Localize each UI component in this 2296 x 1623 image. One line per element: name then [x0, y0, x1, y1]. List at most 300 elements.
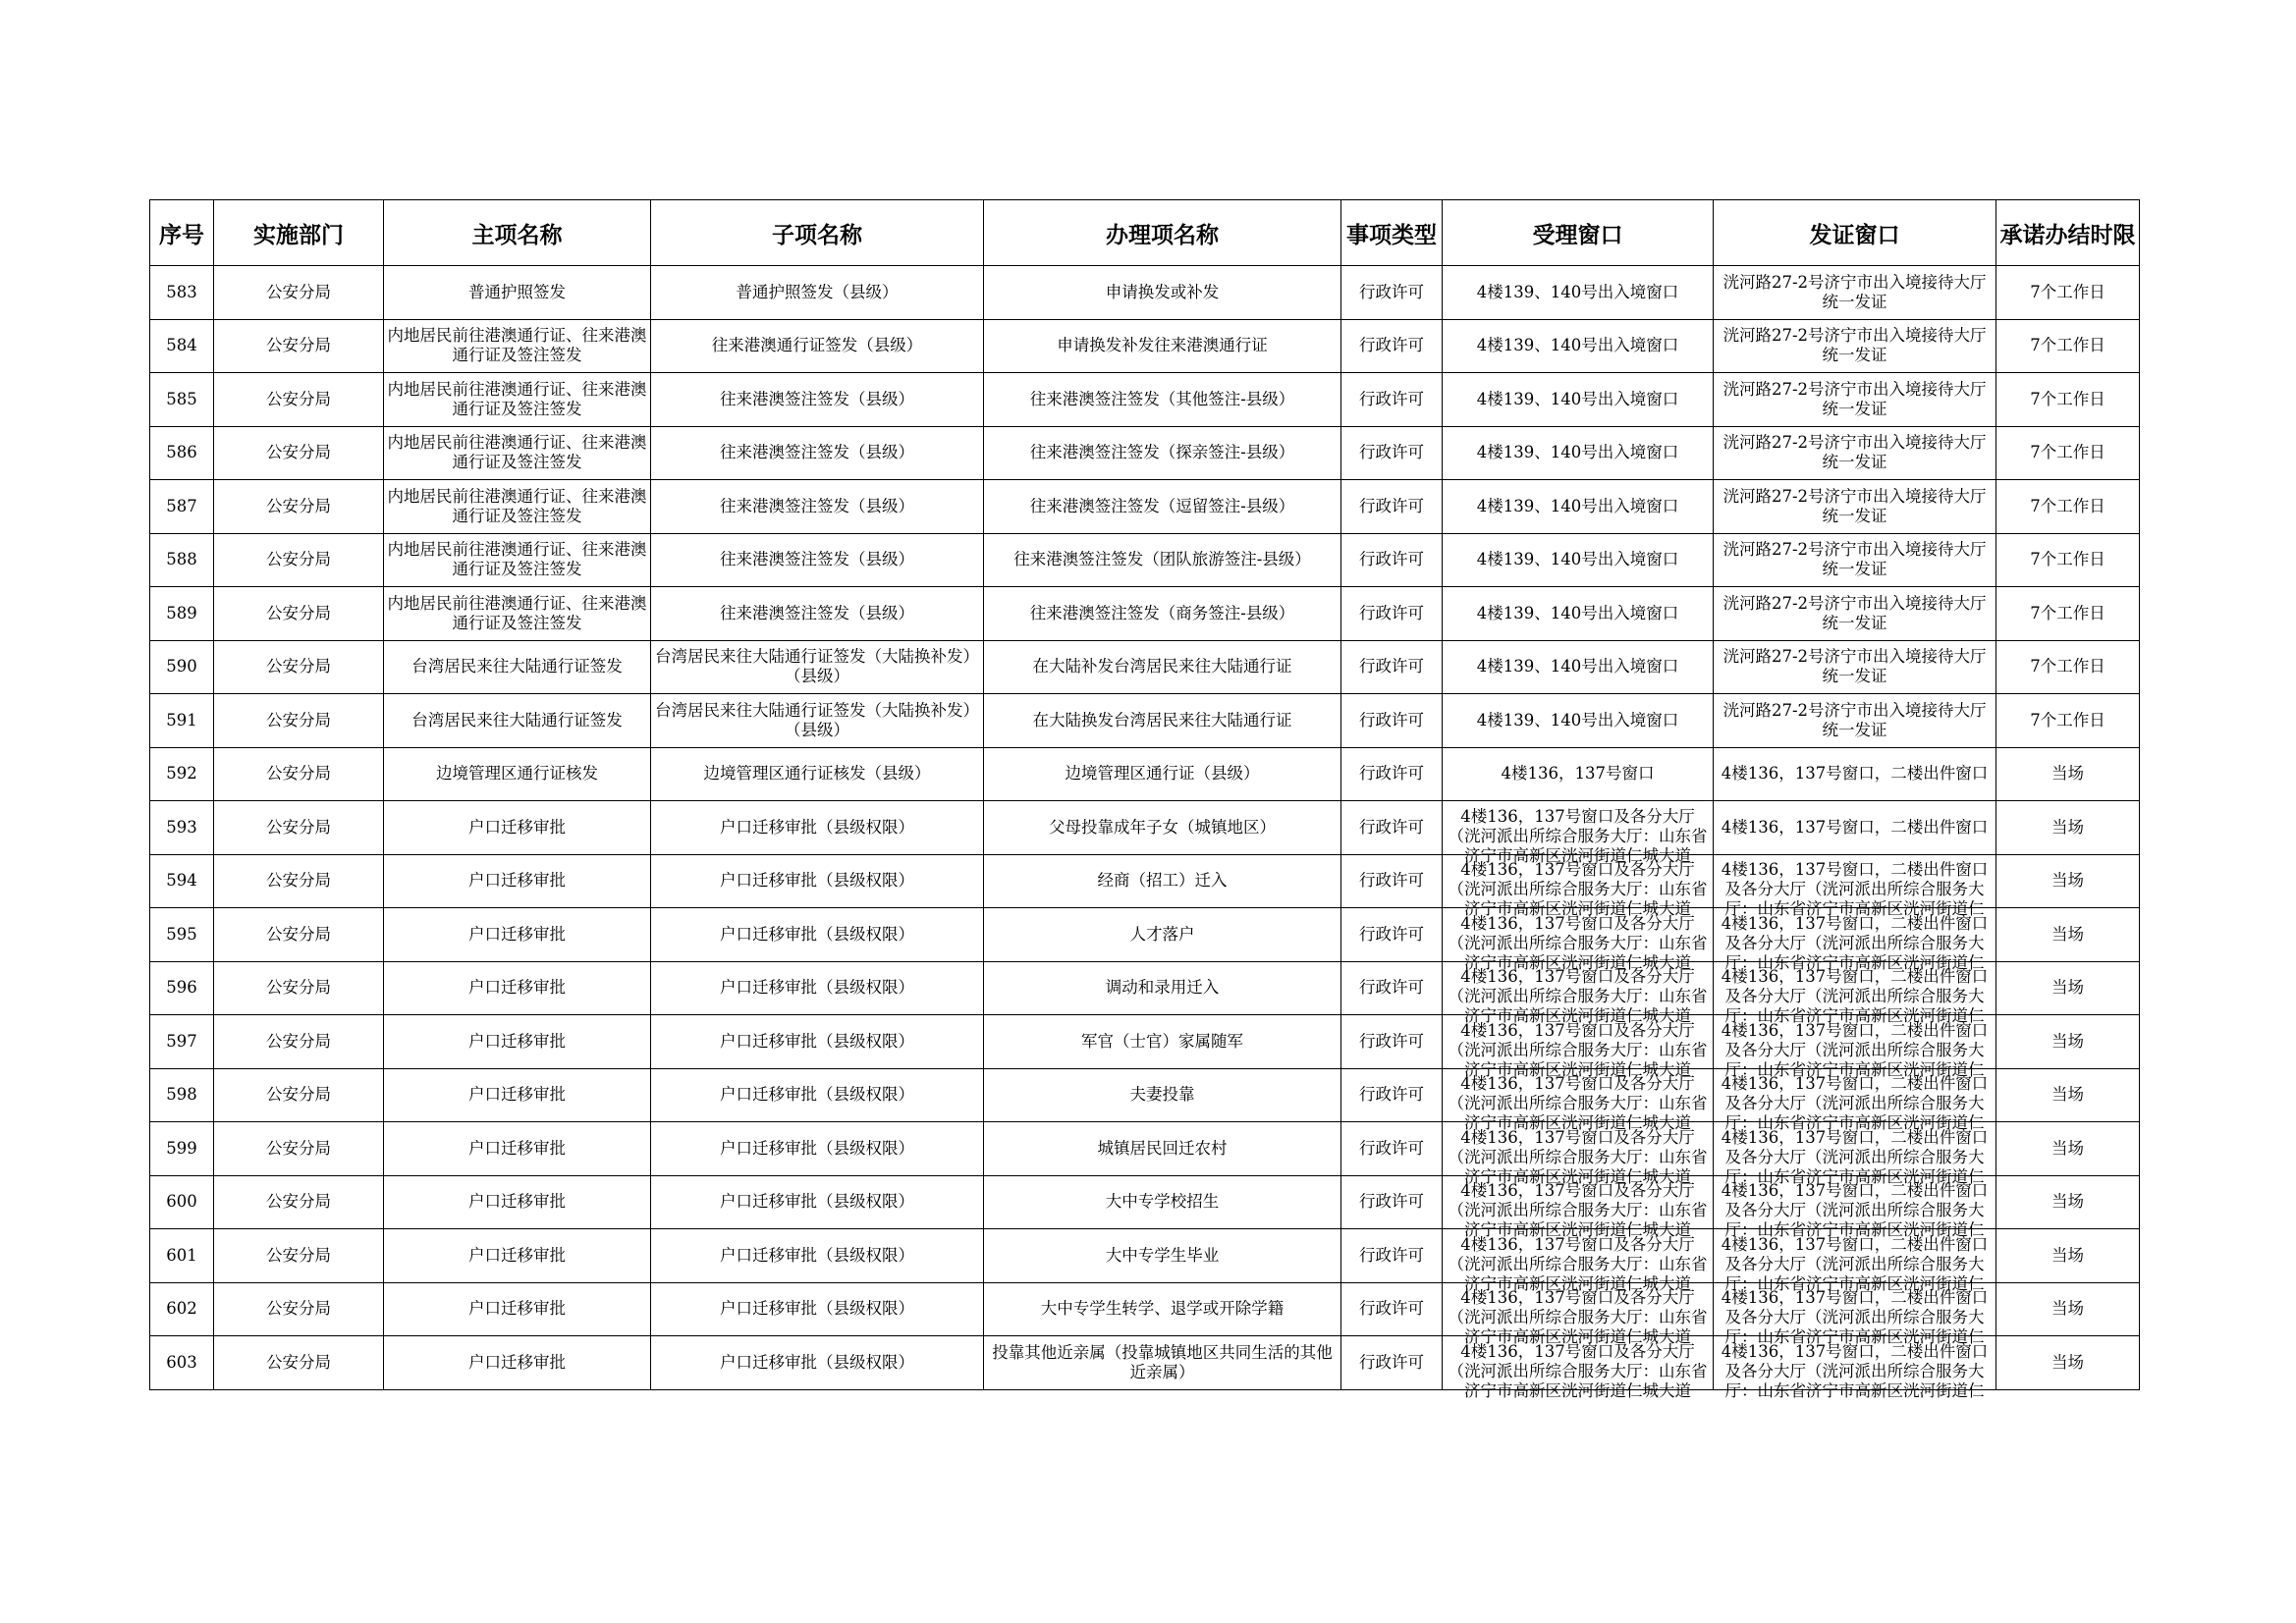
cell-accept-window-text: 4楼139、140号出入境窗口 [1476, 657, 1679, 676]
cell-item-type [1341, 1229, 1443, 1283]
cell-time-limit [1996, 1229, 2140, 1283]
cell-sub-item [651, 319, 984, 373]
cell-index-text: 587 [166, 496, 197, 515]
cell-time-limit [1996, 747, 2140, 801]
cell-sub-item [651, 694, 984, 748]
cell-handling-item-text: 经商（招工）迁入 [1097, 871, 1228, 891]
cell-sub-item-text: 往来港澳签注签发（县级） [720, 550, 914, 569]
table-row [150, 1282, 2140, 1336]
cell-item-type [1341, 908, 1443, 962]
cell-index [150, 587, 214, 641]
cell-index [150, 533, 214, 587]
cell-accept-window [1443, 801, 1714, 865]
cell-main-item-text: 户口迁移审批 [468, 1352, 566, 1372]
cell-time-limit [1996, 961, 2140, 1015]
cell-handling-item [984, 694, 1341, 748]
cell-item-type-text: 行政许可 [1359, 389, 1424, 408]
cell-time-limit-text: 7个工作日 [2030, 336, 2105, 355]
cell-sub-item-text: 往来港澳签注签发（县级） [720, 603, 914, 622]
cell-time-limit [1996, 373, 2140, 427]
cell-accept-window-text: 4楼139、140号出入境窗口 [1476, 443, 1679, 462]
cell-sub-item-text: 户口迁移审批（县级权限） [720, 924, 914, 944]
cell-department-text: 公安分局 [266, 496, 331, 515]
cell-department [214, 373, 384, 427]
cell-issue-window-text: 4楼136，137号窗口，二楼出件窗口及各分大厅（洸河派出所综合服务大厅：山东省济宁市高新区洸河街道仁 [1721, 1181, 1989, 1240]
cell-index-text: 599 [166, 1138, 197, 1158]
cell-accept-window-text: 4楼136，137号窗口及各分大厅（洸河派出所综合服务大厅：山东省济宁市高新区洸河街道仁城大道 [1448, 860, 1708, 919]
cell-accept-window-text: 4楼139、140号出入境窗口 [1476, 336, 1679, 355]
cell-accept-window-text: 4楼139、140号出入境窗口 [1476, 282, 1679, 301]
cell-department [214, 480, 384, 534]
cell-department-text: 公安分局 [266, 978, 331, 998]
cell-handling-item-text: 在大陆补发台湾居民来往大陆通行证 [1032, 657, 1292, 676]
cell-item-type [1341, 1068, 1443, 1122]
table-row [150, 1175, 2140, 1229]
table-row [150, 319, 2140, 373]
cell-time-limit-text: 当场 [2051, 1299, 2084, 1319]
cell-handling-item [984, 1122, 1341, 1176]
table-row [150, 1229, 2140, 1283]
cell-handling-item-text: 大中专学生毕业 [1105, 1245, 1220, 1265]
cell-time-limit-text: 当场 [2051, 1192, 2084, 1212]
cell-sub-item [651, 373, 984, 427]
cell-department [214, 1122, 384, 1176]
cell-item-type-text: 行政许可 [1359, 978, 1424, 998]
cell-handling-item [984, 640, 1341, 694]
cell-item-type-text: 行政许可 [1359, 924, 1424, 944]
cell-accept-window [1443, 694, 1714, 748]
cell-time-limit [1996, 319, 2140, 373]
cell-accept-window-text: 4楼139、140号出入境窗口 [1476, 550, 1679, 569]
cell-handling-item [984, 426, 1341, 480]
cell-department [214, 266, 384, 320]
cell-issue-window-text: 4楼136，137号窗口，二楼出件窗口及各分大厅（洸河派出所综合服务大厅：山东省济宁市高新区洸河街道仁 [1721, 1127, 1989, 1186]
cell-time-limit [1996, 1282, 2140, 1336]
cell-main-item-text: 户口迁移审批 [468, 978, 566, 998]
cell-accept-window [1443, 961, 1714, 1026]
cell-index-text: 593 [166, 817, 197, 837]
cell-index [150, 426, 214, 480]
cell-sub-item [651, 1336, 984, 1390]
cell-accept-window [1443, 1282, 1714, 1347]
service-items-table [149, 199, 2140, 1400]
cell-accept-window-text: 4楼136，137号窗口及各分大厅（洸河派出所综合服务大厅：山东省济宁市高新区洸河街道仁城大道 [1448, 806, 1708, 865]
cell-main-item [384, 1175, 651, 1229]
cell-item-type [1341, 1336, 1443, 1390]
cell-time-limit-text: 当场 [2051, 1138, 2084, 1158]
cell-index-text: 598 [166, 1085, 197, 1105]
cell-sub-item [651, 908, 984, 962]
cell-department [214, 747, 384, 801]
column-header-accept-window: 受理窗口 [1443, 200, 1714, 266]
cell-index [150, 1068, 214, 1122]
table-row [150, 801, 2140, 855]
cell-department-text: 公安分局 [266, 443, 331, 462]
cell-department-text: 公安分局 [266, 764, 331, 784]
cell-time-limit-text: 7个工作日 [2030, 443, 2105, 462]
cell-main-item-text: 户口迁移审批 [468, 1299, 566, 1319]
cell-issue-window [1714, 747, 1996, 801]
cell-issue-window [1714, 961, 1996, 1026]
cell-accept-window [1443, 854, 1714, 919]
cell-time-limit-text: 当场 [2051, 924, 2084, 944]
cell-handling-item [984, 1175, 1341, 1229]
cell-accept-window [1443, 373, 1714, 427]
cell-index [150, 801, 214, 855]
cell-issue-window [1714, 373, 1996, 427]
cell-department-text: 公安分局 [266, 1352, 331, 1372]
cell-issue-window-text: 洸河路27-2号济宁市出入境接待大厅统一发证 [1722, 486, 1987, 525]
cell-main-item [384, 319, 651, 373]
cell-main-item-text: 台湾居民来往大陆通行证签发 [411, 710, 623, 730]
column-header-item-type: 事项类型 [1341, 200, 1443, 266]
cell-issue-window-text: 4楼136，137号窗口，二楼出件窗口及各分大厅（洸河派出所综合服务大厅：山东省济宁市高新区洸河街道仁 [1721, 1341, 1989, 1400]
cell-sub-item [651, 266, 984, 320]
cell-department [214, 854, 384, 908]
cell-item-type [1341, 587, 1443, 641]
cell-handling-item-text: 边境管理区通行证（县级） [1065, 764, 1260, 784]
cell-item-type-text: 行政许可 [1359, 336, 1424, 355]
cell-issue-window-text: 洸河路27-2号济宁市出入境接待大厅统一发证 [1722, 379, 1987, 418]
cell-issue-window-text: 4楼136，137号窗口，二楼出件窗口及各分大厅（洸河派出所综合服务大厅：山东省济宁市高新区洸河街道仁 [1721, 860, 1989, 919]
cell-accept-window-text: 4楼136，137号窗口及各分大厅（洸河派出所综合服务大厅：山东省济宁市高新区洸河街道仁城大道 [1448, 1020, 1708, 1079]
cell-item-type [1341, 1282, 1443, 1336]
cell-sub-item-text: 户口迁移审批（县级权限） [720, 1031, 914, 1051]
cell-issue-window-text: 洸河路27-2号济宁市出入境接待大厅统一发证 [1722, 272, 1987, 311]
cell-time-limit-text: 当场 [2051, 764, 2084, 784]
cell-item-type-text: 行政许可 [1359, 1299, 1424, 1319]
cell-issue-window [1714, 266, 1996, 320]
cell-department [214, 319, 384, 373]
cell-issue-window [1714, 640, 1996, 694]
cell-main-item [384, 1229, 651, 1283]
cell-index [150, 1122, 214, 1176]
cell-item-type [1341, 1015, 1443, 1069]
cell-time-limit-text: 7个工作日 [2030, 657, 2105, 676]
cell-main-item-text: 边境管理区通行证核发 [436, 764, 598, 784]
cell-sub-item [651, 747, 984, 801]
cell-item-type [1341, 426, 1443, 480]
cell-accept-window [1443, 640, 1714, 694]
cell-sub-item-text: 往来港澳签注签发（县级） [720, 389, 914, 408]
cell-department [214, 1229, 384, 1283]
cell-accept-window [1443, 1229, 1714, 1293]
cell-item-type [1341, 640, 1443, 694]
cell-sub-item-text: 往来港澳通行证签发（县级） [711, 336, 923, 355]
cell-accept-window [1443, 1175, 1714, 1240]
cell-item-type [1341, 1175, 1443, 1229]
cell-handling-item-text: 调动和录用迁入 [1105, 978, 1220, 998]
cell-sub-item-text: 往来港澳签注签发（县级） [720, 496, 914, 515]
cell-main-item [384, 1282, 651, 1336]
cell-main-item-text: 内地居民前往港澳通行证、往来港澳通行证及签注签发 [387, 486, 647, 525]
cell-time-limit [1996, 640, 2140, 694]
cell-issue-window-text: 洸河路27-2号济宁市出入境接待大厅统一发证 [1722, 326, 1987, 365]
cell-accept-window-text: 4楼136，137号窗口 [1501, 764, 1655, 784]
cell-time-limit-text: 7个工作日 [2030, 550, 2105, 569]
cell-department [214, 1336, 384, 1390]
cell-handling-item [984, 587, 1341, 641]
cell-main-item [384, 1068, 651, 1122]
cell-time-limit [1996, 854, 2140, 908]
cell-department-text: 公安分局 [266, 336, 331, 355]
cell-index-text: 591 [166, 710, 197, 730]
cell-item-type [1341, 961, 1443, 1015]
cell-item-type [1341, 533, 1443, 587]
cell-accept-window [1443, 908, 1714, 972]
cell-main-item [384, 961, 651, 1015]
cell-accept-window [1443, 426, 1714, 480]
cell-time-limit-text: 7个工作日 [2030, 282, 2105, 301]
cell-item-type [1341, 266, 1443, 320]
cell-issue-window [1714, 1229, 1996, 1293]
cell-sub-item-text: 户口迁移审批（县级权限） [720, 1352, 914, 1372]
cell-item-type-text: 行政许可 [1359, 710, 1424, 730]
cell-department [214, 694, 384, 748]
cell-accept-window [1443, 1068, 1714, 1133]
cell-department-text: 公安分局 [266, 1245, 331, 1265]
cell-department [214, 426, 384, 480]
cell-department-text: 公安分局 [266, 1031, 331, 1051]
cell-issue-window-text: 4楼136，137号窗口，二楼出件窗口及各分大厅（洸河派出所综合服务大厅：山东省济宁市高新区洸河街道仁 [1721, 1074, 1989, 1133]
cell-sub-item-text: 户口迁移审批（县级权限） [720, 1192, 914, 1212]
cell-handling-item [984, 533, 1341, 587]
cell-time-limit-text: 7个工作日 [2030, 496, 2105, 515]
cell-main-item-text: 户口迁移审批 [468, 1138, 566, 1158]
cell-main-item-text: 户口迁移审批 [468, 1245, 566, 1265]
cell-accept-window-text: 4楼139、140号出入境窗口 [1476, 496, 1679, 515]
cell-main-item-text: 普通护照签发 [468, 282, 566, 301]
cell-main-item [384, 908, 651, 962]
cell-main-item-text: 户口迁移审批 [468, 1085, 566, 1105]
cell-time-limit [1996, 1068, 2140, 1122]
cell-sub-item [651, 640, 984, 694]
cell-main-item [384, 1336, 651, 1390]
cell-department [214, 801, 384, 855]
cell-department [214, 640, 384, 694]
cell-main-item [384, 854, 651, 908]
cell-accept-window [1443, 480, 1714, 534]
cell-accept-window-text: 4楼136，137号窗口及各分大厅（洸河派出所综合服务大厅：山东省济宁市高新区洸河街道仁城大道 [1448, 1288, 1708, 1347]
cell-time-limit [1996, 1015, 2140, 1069]
cell-time-limit-text: 7个工作日 [2030, 389, 2105, 408]
cell-item-type [1341, 319, 1443, 373]
cell-main-item-text: 内地居民前往港澳通行证、往来港澳通行证及签注签发 [387, 540, 647, 579]
cell-main-item-text: 内地居民前往港澳通行证、往来港澳通行证及签注签发 [387, 379, 647, 418]
column-header-handling-item: 办理项名称 [984, 200, 1341, 266]
cell-accept-window-text: 4楼136，137号窗口及各分大厅（洸河派出所综合服务大厅：山东省济宁市高新区洸河街道仁城大道 [1448, 1234, 1708, 1293]
cell-item-type-text: 行政许可 [1359, 764, 1424, 784]
cell-sub-item-text: 户口迁移审批（县级权限） [720, 817, 914, 837]
cell-time-limit-text: 当场 [2051, 1245, 2084, 1265]
cell-sub-item-text: 户口迁移审批（县级权限） [720, 871, 914, 891]
cell-handling-item-text: 往来港澳签注签发（逗留签注-县级） [1029, 496, 1295, 515]
cell-index [150, 1229, 214, 1283]
cell-handling-item [984, 1282, 1341, 1336]
cell-handling-item-text: 申请换发补发往来港澳通行证 [1057, 336, 1268, 355]
cell-sub-item [651, 426, 984, 480]
cell-index-text: 589 [166, 603, 197, 622]
cell-accept-window-text: 4楼139、140号出入境窗口 [1476, 389, 1679, 408]
cell-index [150, 1282, 214, 1336]
column-header-main-item: 主项名称 [384, 200, 651, 266]
cell-item-type-text: 行政许可 [1359, 550, 1424, 569]
cell-main-item [384, 1122, 651, 1176]
cell-department-text: 公安分局 [266, 389, 331, 408]
cell-department [214, 587, 384, 641]
cell-issue-window-text: 4楼136，137号窗口，二楼出件窗口及各分大厅（洸河派出所综合服务大厅：山东省济宁市高新区洸河街道仁 [1721, 1234, 1989, 1293]
cell-index-text: 600 [166, 1192, 197, 1212]
column-header-department: 实施部门 [214, 200, 384, 266]
table-row [150, 1068, 2140, 1122]
cell-department [214, 533, 384, 587]
cell-issue-window-text: 4楼136，137号窗口，二楼出件窗口及各分大厅（洸河派出所综合服务大厅：山东省济宁市高新区洸河街道仁 [1721, 913, 1989, 972]
cell-accept-window-text: 4楼136，137号窗口及各分大厅（洸河派出所综合服务大厅：山东省济宁市高新区洸河街道仁城大道 [1448, 1127, 1708, 1186]
cell-index [150, 961, 214, 1015]
table-row [150, 961, 2140, 1015]
cell-accept-window [1443, 533, 1714, 587]
cell-issue-window [1714, 1122, 1996, 1186]
cell-sub-item [651, 854, 984, 908]
cell-issue-window-text: 洸河路27-2号济宁市出入境接待大厅统一发证 [1722, 593, 1987, 632]
cell-main-item-text: 户口迁移审批 [468, 1192, 566, 1212]
cell-issue-window [1714, 801, 1996, 855]
table-row [150, 1336, 2140, 1390]
cell-time-limit [1996, 694, 2140, 748]
cell-accept-window-text: 4楼139、140号出入境窗口 [1476, 710, 1679, 730]
cell-index-text: 596 [166, 978, 197, 998]
table-row [150, 533, 2140, 587]
cell-issue-window [1714, 426, 1996, 480]
cell-sub-item [651, 1282, 984, 1336]
cell-accept-window [1443, 1336, 1714, 1400]
cell-issue-window-text: 洸河路27-2号济宁市出入境接待大厅统一发证 [1722, 433, 1987, 472]
cell-department-text: 公安分局 [266, 603, 331, 622]
cell-sub-item-text: 台湾居民来往大陆通行证签发（大陆换补发）（县级） [655, 700, 979, 739]
cell-sub-item-text: 台湾居民来往大陆通行证签发（大陆换补发）（县级） [655, 647, 979, 686]
cell-department [214, 908, 384, 962]
cell-index [150, 266, 214, 320]
table-row [150, 373, 2140, 427]
cell-index [150, 373, 214, 427]
cell-handling-item-text: 大中专学生转学、退学或开除学籍 [1040, 1299, 1285, 1319]
cell-time-limit [1996, 587, 2140, 641]
cell-handling-item [984, 908, 1341, 962]
cell-issue-window-text: 洸河路27-2号济宁市出入境接待大厅统一发证 [1722, 700, 1987, 739]
cell-item-type-text: 行政许可 [1359, 871, 1424, 891]
column-header-sub-item: 子项名称 [651, 200, 984, 266]
table-header-row [150, 200, 2140, 266]
cell-issue-window [1714, 1175, 1996, 1240]
cell-item-type-text: 行政许可 [1359, 657, 1424, 676]
cell-accept-window [1443, 319, 1714, 373]
cell-sub-item-text: 户口迁移审批（县级权限） [720, 1085, 914, 1105]
cell-department-text: 公安分局 [266, 924, 331, 944]
cell-sub-item-text: 户口迁移审批（县级权限） [720, 1138, 914, 1158]
cell-index-text: 595 [166, 924, 197, 944]
cell-handling-item-text: 投靠其他近亲属（投靠城镇地区共同生活的其他近亲属） [992, 1342, 1333, 1381]
cell-time-limit [1996, 908, 2140, 962]
cell-department-text: 公安分局 [266, 1192, 331, 1212]
cell-main-item-text: 户口迁移审批 [468, 817, 566, 837]
cell-sub-item [651, 1068, 984, 1122]
cell-sub-item-text: 户口迁移审批（县级权限） [720, 978, 914, 998]
cell-item-type-text: 行政许可 [1359, 496, 1424, 515]
cell-issue-window-text: 4楼136，137号窗口，二楼出件窗口及各分大厅（洸河派出所综合服务大厅：山东省济宁市高新区洸河街道仁 [1721, 967, 1989, 1026]
table-row [150, 908, 2140, 962]
cell-handling-item [984, 747, 1341, 801]
cell-time-limit-text: 当场 [2051, 1031, 2084, 1051]
cell-index-text: 590 [166, 657, 197, 676]
table-row [150, 854, 2140, 908]
cell-handling-item-text: 军官（士官）家属随军 [1081, 1031, 1243, 1051]
cell-accept-window [1443, 747, 1714, 801]
cell-issue-window-text: 洸河路27-2号济宁市出入境接待大厅统一发证 [1722, 647, 1987, 686]
cell-handling-item [984, 801, 1341, 855]
cell-accept-window [1443, 587, 1714, 641]
cell-handling-item [984, 480, 1341, 534]
cell-main-item [384, 533, 651, 587]
cell-main-item-text: 户口迁移审批 [468, 871, 566, 891]
cell-index-text: 592 [166, 764, 197, 784]
cell-item-type-text: 行政许可 [1359, 1192, 1424, 1212]
table-row [150, 1015, 2140, 1069]
cell-index [150, 1175, 214, 1229]
cell-time-limit [1996, 801, 2140, 855]
table-row [150, 747, 2140, 801]
cell-item-type-text: 行政许可 [1359, 1138, 1424, 1158]
cell-main-item-text: 户口迁移审批 [468, 1031, 566, 1051]
cell-department-text: 公安分局 [266, 1085, 331, 1105]
cell-department [214, 1015, 384, 1069]
cell-item-type [1341, 373, 1443, 427]
cell-time-limit-text: 当场 [2051, 978, 2084, 998]
cell-sub-item [651, 1015, 984, 1069]
cell-main-item [384, 426, 651, 480]
cell-item-type [1341, 801, 1443, 855]
cell-issue-window-text: 4楼136，137号窗口，二楼出件窗口及各分大厅（洸河派出所综合服务大厅：山东省济宁市高新区洸河街道仁 [1721, 1288, 1989, 1347]
table-row [150, 587, 2140, 641]
cell-issue-window [1714, 1015, 1996, 1079]
cell-handling-item [984, 961, 1341, 1015]
cell-item-type-text: 行政许可 [1359, 443, 1424, 462]
cell-index [150, 319, 214, 373]
cell-time-limit-text: 当场 [2051, 817, 2084, 837]
cell-main-item [384, 587, 651, 641]
cell-department-text: 公安分局 [266, 550, 331, 569]
cell-item-type-text: 行政许可 [1359, 1031, 1424, 1051]
cell-index-text: 602 [166, 1299, 197, 1319]
cell-time-limit [1996, 533, 2140, 587]
cell-sub-item-text: 普通护照签发（县级） [736, 282, 899, 301]
cell-main-item-text: 内地居民前往港澳通行证、往来港澳通行证及签注签发 [387, 326, 647, 365]
cell-sub-item-text: 户口迁移审批（县级权限） [720, 1245, 914, 1265]
cell-handling-item-text: 往来港澳签注签发（其他签注-县级） [1029, 389, 1295, 408]
cell-index-text: 601 [166, 1245, 197, 1265]
cell-department-text: 公安分局 [266, 710, 331, 730]
cell-issue-window [1714, 908, 1996, 972]
cell-handling-item-text: 人才落户 [1129, 924, 1195, 944]
cell-index-text: 603 [166, 1352, 197, 1372]
table-row [150, 694, 2140, 748]
cell-accept-window [1443, 1015, 1714, 1079]
cell-time-limit [1996, 266, 2140, 320]
cell-time-limit [1996, 480, 2140, 534]
cell-handling-item-text: 往来港澳签注签发（探亲签注-县级） [1029, 443, 1295, 462]
cell-index-text: 597 [166, 1031, 197, 1051]
cell-handling-item-text: 往来港澳签注签发（商务签注-县级） [1029, 603, 1295, 622]
cell-sub-item [651, 1122, 984, 1176]
